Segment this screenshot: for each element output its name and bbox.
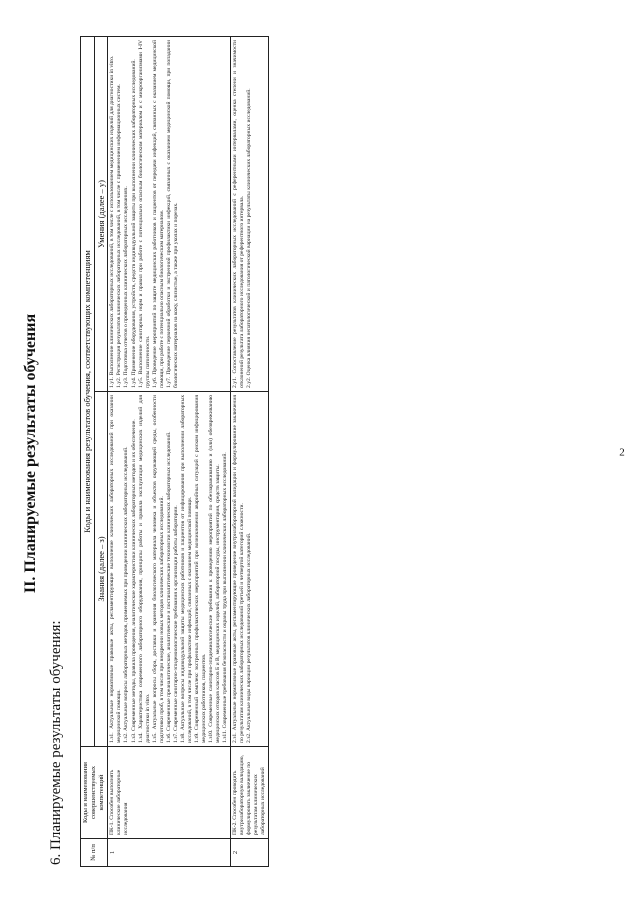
skill-item: 2.у1. Сопоставление результатов клинических лабораторных исследований с референтными интервалами, оценка степени и значимости отклонений результата лабораторного исследования от референтного интервала. bbox=[232, 39, 246, 388]
knowledge-cell bbox=[108, 392, 231, 747]
knowledge-item: 1.з7. Современные санитарно-эпидемиологические требования к организации работы лаборатории. bbox=[172, 505, 179, 743]
row-number: 1 bbox=[108, 839, 231, 867]
skills-cell bbox=[108, 36, 231, 391]
section-title: II. Планируемые результаты обучения bbox=[22, 313, 39, 594]
table-caption: 6. Планируемые результаты обучения: bbox=[48, 620, 64, 865]
row-number: 2 bbox=[231, 839, 269, 867]
table-header-row bbox=[81, 36, 95, 866]
knowledge-item: 1.з11. Современные требования безопасности и охраны труда при выполнении клинических лабораторных исследований. bbox=[222, 452, 229, 743]
skills-cell bbox=[231, 36, 269, 391]
knowledge-item: 1.з1. Актуальные нормативные правовые акты, регламентирующие выполнение клинических лабораторных исследований при оказании медицинской помощи. bbox=[109, 395, 123, 743]
knowledge-cell bbox=[231, 392, 269, 747]
knowledge-item: 1.з9. Современный комплекс экстренных профилактических мероприятий при возникновении аварийных ситуаций с риском инфицирования медицинских работников, пациентов. bbox=[193, 395, 207, 743]
learning-outcomes-table bbox=[80, 36, 269, 867]
page-number: 2 bbox=[619, 446, 625, 459]
knowledge-item: 1.з5. Актуальные вопросы сбора, доставки и хранения биологического материала человека и объектов окружающей среды, особенности подготовки проб, в том числе при внедрении новых методов клинических лабораторных исследований. bbox=[151, 395, 165, 743]
skill-item: 1.у4. Применение оборудования, устройств, средств индивидуальной защиты при выполнении клинических лабораторных исследований. bbox=[130, 59, 137, 388]
table-row bbox=[231, 36, 269, 866]
knowledge-item: 1.з8. Актуальные вопросы индивидуальной защиты медицинских работников и пациентов от инфицирования при выполнении лабораторных исследований, в том числе при профилактике инфекций, связанных с оказанием медицинской помощи. bbox=[179, 395, 193, 743]
header-num: № п/п bbox=[81, 839, 108, 867]
knowledge-item: 1.з10. Современные санитарно-эпидемиологические требования к проведению мероприятий по обеззараживанию и (или) обезвреживанию медицинских отходов классов Б и В, медицинских изделий, лабораторной посуды, инструментария, средств защиты. bbox=[208, 395, 222, 743]
competency-cell: ПК-1. Способен выполнять клинические лабораторные исследования bbox=[108, 747, 231, 839]
table-subheader-row bbox=[94, 36, 108, 866]
skill-item: 1.у1. Выполнение клинических лабораторных исследований, в том числе с использованием медицинских изделий для диагностики in vitro. bbox=[109, 55, 116, 388]
skill-item: 1.у5. Выполнение санитарных норм и правил при работе с потенциально опасным биологическим материалом и с микроорганизмами I-IV группы патогенности. bbox=[137, 39, 151, 388]
header-competency: Коды и наименования совершенствуемых компетенций bbox=[81, 747, 108, 839]
header-knowledge: Знания (далее – з) bbox=[94, 392, 108, 747]
skill-item: 1.у6. Проведение мероприятий по защите медицинских работников и пациентов от передачи инфекций, связанных с оказанием медицинской помощи, при работе с потенциально опасным биологическим материалом. bbox=[151, 39, 165, 388]
table-row bbox=[108, 36, 231, 866]
knowledge-item: 1.з4. Характеристика современного лабораторного оборудования, принципы работы и правила эксплуатации медицинских изделий для диагностики in vitro. bbox=[137, 395, 151, 743]
skill-item: 1.у3. Подготовка отчетов о проведенных клинических лабораторных исследованиях. bbox=[123, 186, 130, 388]
header-skills: Умения (далее – у) bbox=[94, 36, 108, 391]
knowledge-item: 1.з2. Актуальные вопросы лабораторных методов, применяемых при проведении клинических лабораторных исследований. bbox=[123, 446, 130, 743]
knowledge-item: 1.з6. Современные преаналитические, аналитические и постаналитические технологии клинических лабораторных исследований. bbox=[165, 431, 172, 743]
knowledge-item: 2.з2. Актуальные виды вариации результатов клинических лабораторных исследований. bbox=[246, 532, 253, 743]
competency-cell: ПК-2. Способен проводить внутрилабораторную валидацию, формулировать заключение по результатам клинических лабораторных исследований bbox=[231, 747, 269, 839]
skill-item: 2.у2. Оценка влияния непатологической и патологической вариации на результаты клинических лабораторных исследований. bbox=[246, 88, 253, 388]
header-group: Коды и наименования результатов обучения, соответствующих компетенциям bbox=[81, 36, 95, 746]
skill-item: 1.у7. Проведение первичной обработки и экстренной профилактики инфекций, связанных с оказанием медицинской помощи, при попадании биологических материалов на кожу, слизистые, а также при уколах и порезах. bbox=[165, 39, 179, 388]
knowledge-item: 1.з3. Современные методы, правила проведения, аналитические характеристики клинических лабораторных методов и их обеспечение. bbox=[130, 419, 137, 743]
skill-item: 1.у2. Регистрация результатов клинических лабораторных исследований, в том числе с применением информационных систем. bbox=[116, 84, 123, 388]
knowledge-item: 2.з1. Актуальные нормативные правовые акты, регламентирующие проведение внутрилабораторной валидации и формулирование заключения по результатам клинических лабораторных исследований третьей и четвертой категорий сложности. bbox=[232, 395, 246, 743]
